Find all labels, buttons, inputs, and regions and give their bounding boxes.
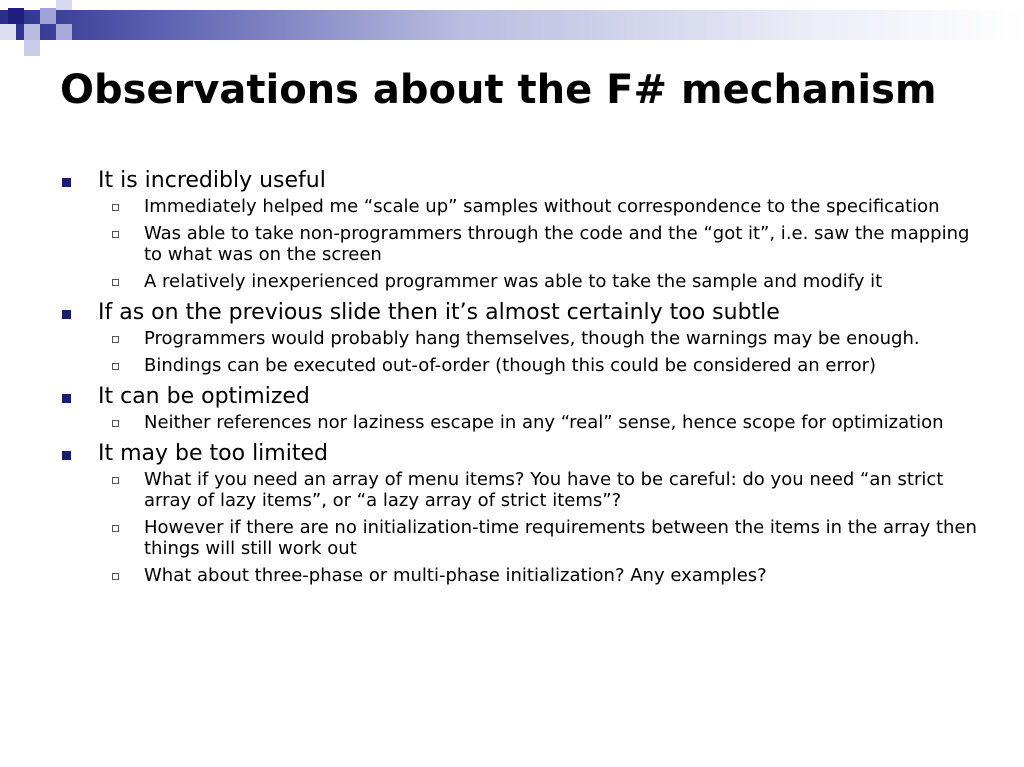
sub-bullet-text: Programmers would probably hang themselves, though the warnings may be enough. (144, 328, 920, 349)
sub-bullet-item (58, 223, 988, 265)
header-decoration-square (40, 8, 56, 24)
sub-bullet-item (58, 412, 988, 433)
hollow-square-bullet-icon (112, 204, 119, 211)
bullet-heading-text: If as on the previous slide then it’s almost certainly too subtle (98, 300, 780, 325)
sub-bullet-item (58, 328, 988, 349)
header-decoration-square (8, 8, 24, 24)
bullet-heading (58, 166, 988, 196)
hollow-square-bullet-icon (112, 477, 119, 484)
bullet-heading (58, 439, 988, 469)
header-decoration-square (0, 24, 16, 40)
bullet-heading (58, 298, 988, 328)
hollow-square-bullet-icon (112, 336, 119, 343)
square-bullet-icon (62, 394, 71, 403)
sub-bullet-item (58, 196, 988, 217)
square-bullet-icon (62, 178, 71, 187)
sub-bullet-item (58, 271, 988, 292)
hollow-square-bullet-icon (112, 420, 119, 427)
header-decoration-square (24, 40, 40, 56)
bullet-heading (58, 382, 988, 412)
square-bullet-icon (62, 451, 71, 460)
sub-bullet-item (58, 565, 988, 586)
hollow-square-bullet-icon (112, 231, 119, 238)
header-decoration-square (56, 24, 72, 40)
sub-bullet-text: Bindings can be executed out-of-order (though this could be considered an error) (144, 355, 877, 376)
hollow-square-bullet-icon (112, 279, 119, 286)
bullet-heading-text: It can be optimized (98, 384, 310, 409)
sub-bullet-text: What if you need an array of menu items? You have to be careful: do you need “an strict array of lazy items”, or “a lazy array of strict items”? (144, 469, 944, 511)
header-decoration-square (56, 0, 72, 10)
sub-bullet-item (58, 469, 988, 511)
sub-bullet-item (58, 517, 988, 559)
header-decoration-square (24, 24, 40, 40)
sub-bullet-text: A relatively inexperienced programmer was able to take the sample and modify it (144, 271, 883, 292)
sub-bullet-text: However if there are no initialization-time requirements between the items in the array then things will still work out (144, 517, 977, 559)
square-bullet-icon (62, 310, 71, 319)
bullet-heading-text: It may be too limited (98, 441, 328, 466)
hollow-square-bullet-icon (112, 573, 119, 580)
sub-bullet-text: Neither references nor laziness escape in any “real” sense, hence scope for optimization (144, 412, 944, 433)
bullet-list (58, 164, 988, 592)
slide-title: Observations about the F# mechanism (60, 67, 937, 113)
sub-bullet-text: Was able to take non-programmers through the code and the “got it”, i.e. saw the mapping to what was on the screen (144, 223, 970, 265)
hollow-square-bullet-icon (112, 363, 119, 370)
hollow-square-bullet-icon (112, 525, 119, 532)
sub-bullet-text: What about three-phase or multi-phase initialization? Any examples? (144, 565, 767, 586)
header-decoration-bar (0, 10, 1024, 40)
sub-bullet-item (58, 355, 988, 376)
sub-bullet-text: Immediately helped me “scale up” samples without correspondence to the specification (144, 196, 940, 217)
bullet-heading-text: It is incredibly useful (98, 168, 326, 193)
